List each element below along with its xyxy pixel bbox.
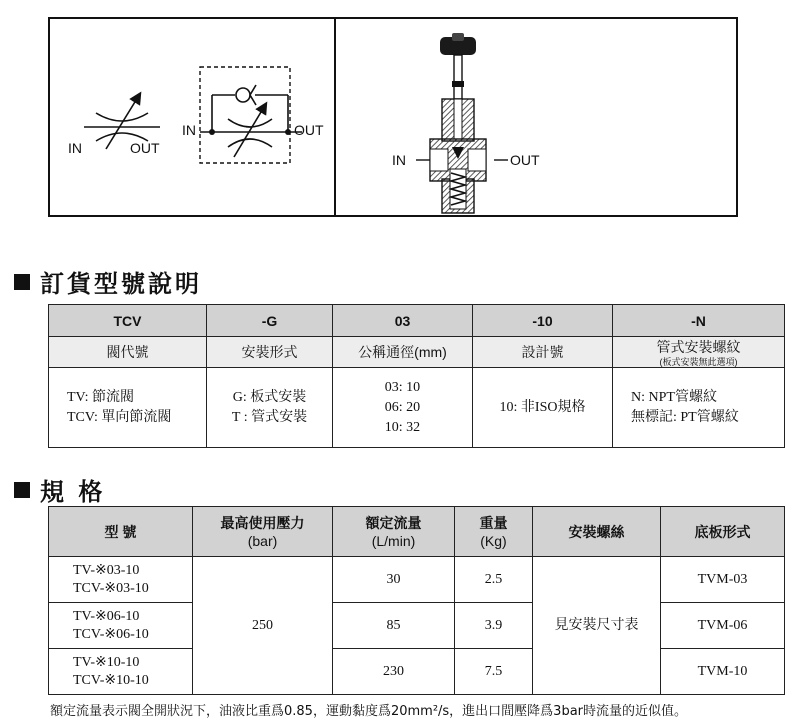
model-name: TCV-※10-10 [73, 672, 149, 688]
throttle-out-label: OUT [130, 140, 160, 156]
model-name: TCV-※06-10 [73, 626, 149, 642]
footnote: 額定流量表示閥全開狀況下，油液比重爲0.85，運動黏度爲20mm²/s，進出口間壓降爲3bar時流量的近似值。 [50, 704, 688, 719]
code-cell-diameter: 03 [333, 305, 473, 337]
name-cell-diameter: 公稱通徑(mm) [333, 337, 473, 368]
order-code-row [49, 305, 785, 337]
name-cell-design: 設計號 [473, 337, 613, 368]
value-cell-diameter [333, 368, 473, 448]
name-cell-thread [613, 337, 785, 368]
mounting-option: T : 管式安裝 [231, 409, 308, 425]
check-throttle-in-label: IN [182, 122, 196, 138]
table-row [49, 557, 785, 603]
diameter-option: 03: 10 [384, 379, 421, 395]
valve-option: TV: 節流閥 [67, 389, 135, 405]
base-cell: TVM-03 [661, 557, 785, 603]
value-cell-thread [613, 368, 785, 448]
model-name: TV-※06-10 [73, 608, 140, 624]
flow-cell: 30 [333, 557, 455, 603]
value-cell-valve [49, 368, 207, 448]
order-name-row [49, 337, 785, 368]
spec-section-heading [14, 472, 105, 507]
header-pressure-label: 最高使用壓力 [220, 514, 305, 531]
model-name: TV-※10-10 [73, 654, 140, 670]
diameter-option: 06: 20 [384, 399, 421, 415]
weight-cell: 7.5 [455, 649, 533, 695]
value-cell-design [473, 368, 613, 448]
thread-name-note: (板式安裝無此選項) [659, 357, 738, 367]
model-cell [49, 603, 193, 649]
table-row [49, 603, 785, 649]
valve-option: TCV: 單向節流閥 [67, 409, 172, 425]
model-name: TCV-※03-10 [73, 580, 149, 596]
header-model: 型 號 [49, 507, 193, 557]
flow-cell: 85 [333, 603, 455, 649]
spec-header-row [49, 507, 785, 557]
header-base: 底板形式 [661, 507, 785, 557]
header-weight-unit: (Kg) [480, 532, 507, 549]
order-code-table [48, 304, 785, 448]
spec-table [48, 506, 785, 695]
code-cell-thread: -N [613, 305, 785, 337]
design-option: 10: 非ISO規格 [499, 399, 586, 415]
symbol-diagram-box [48, 17, 738, 217]
mounting-option: G: 板式安裝 [232, 389, 307, 405]
header-flow-label: 額定流量 [365, 514, 422, 531]
diameter-option: 10: 32 [384, 419, 421, 435]
header-flow-unit: (L/min) [371, 532, 416, 549]
section-out-label: OUT [510, 152, 540, 168]
weight-cell: 2.5 [455, 557, 533, 603]
header-pressure-unit: (bar) [247, 532, 278, 549]
heading-square-icon [14, 274, 30, 290]
thread-name-text: 管式安裝螺紋 [656, 339, 741, 355]
code-cell-mounting: -G [207, 305, 333, 337]
header-screw: 安裝螺絲 [533, 507, 661, 557]
thread-option: 無標記: PT管螺紋 [631, 409, 739, 425]
name-cell-mounting: 安裝形式 [207, 337, 333, 368]
order-section-title: 訂貨型號說明 [40, 270, 202, 298]
flow-cell: 230 [333, 649, 455, 695]
header-weight [455, 507, 533, 557]
thread-option: N: NPT管螺紋 [631, 389, 717, 405]
name-cell-valve: 閥代號 [49, 337, 207, 368]
header-weight-label: 重量 [479, 514, 508, 531]
header-flow [333, 507, 455, 557]
code-cell-valve: TCV [49, 305, 207, 337]
check-throttle-symbol [200, 67, 302, 163]
model-name: TV-※03-10 [73, 562, 140, 578]
valve-section-view [416, 33, 508, 213]
value-cell-mounting [207, 368, 333, 448]
heading-square-icon [14, 482, 30, 498]
header-pressure [193, 507, 333, 557]
code-cell-design: -10 [473, 305, 613, 337]
table-row [49, 649, 785, 695]
base-cell: TVM-06 [661, 603, 785, 649]
order-section-heading [14, 264, 202, 299]
spec-section-title: 規 格 [40, 478, 106, 506]
weight-cell: 3.9 [455, 603, 533, 649]
model-cell [49, 649, 193, 695]
base-cell: TVM-10 [661, 649, 785, 695]
order-value-row [49, 368, 785, 448]
section-in-label: IN [392, 152, 406, 168]
hydraulic-symbols-drawing [50, 19, 740, 219]
model-cell [49, 557, 193, 603]
throttle-in-label: IN [68, 140, 82, 156]
check-throttle-out-label: OUT [294, 122, 324, 138]
pressure-cell: 250 [193, 557, 333, 695]
screw-cell: 見安裝尺寸表 [533, 557, 661, 695]
